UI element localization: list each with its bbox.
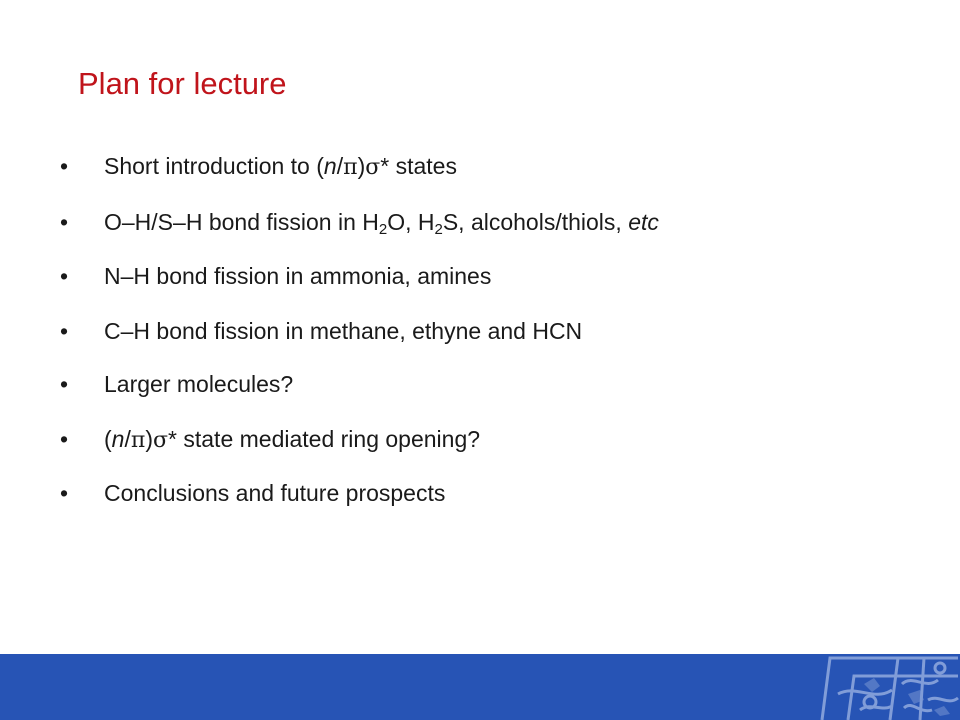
bullet-text: Short introduction to (n/π)σ* states — [104, 153, 457, 180]
bullet-text: Larger molecules? — [104, 371, 294, 397]
bullet-item — [0, 422, 960, 456]
bullet-item — [0, 205, 960, 239]
bullet-dot: • — [60, 318, 69, 344]
bullet-text: C–H bond fission in methane, ethyne and HCN — [104, 318, 583, 344]
bullet-item — [0, 259, 960, 293]
bullet-dot: • — [60, 371, 69, 397]
bullet-dot: • — [60, 153, 69, 179]
bullet-dot: • — [60, 263, 69, 289]
bullet-dot: • — [60, 480, 69, 506]
university-crest-icon — [808, 654, 960, 720]
slide-title: Plan for lecture — [78, 66, 287, 101]
bullet-item — [0, 314, 960, 348]
bullet-text: N–H bond fission in ammonia, amines — [104, 263, 492, 289]
bullet-item — [0, 367, 960, 401]
bullet-text: (n/π)σ* state mediated ring opening? — [104, 426, 481, 453]
bullet-dot: • — [60, 426, 69, 452]
bullet-dot: • — [60, 209, 69, 235]
bullet-item — [0, 476, 960, 510]
bullet-text: O–H/S–H bond fission in $H_2O$, $H_2S$, alcohols/thiols, etc — [104, 209, 659, 238]
bullet-item — [0, 149, 960, 183]
bullet-text: Conclusions and future prospects — [104, 480, 446, 506]
